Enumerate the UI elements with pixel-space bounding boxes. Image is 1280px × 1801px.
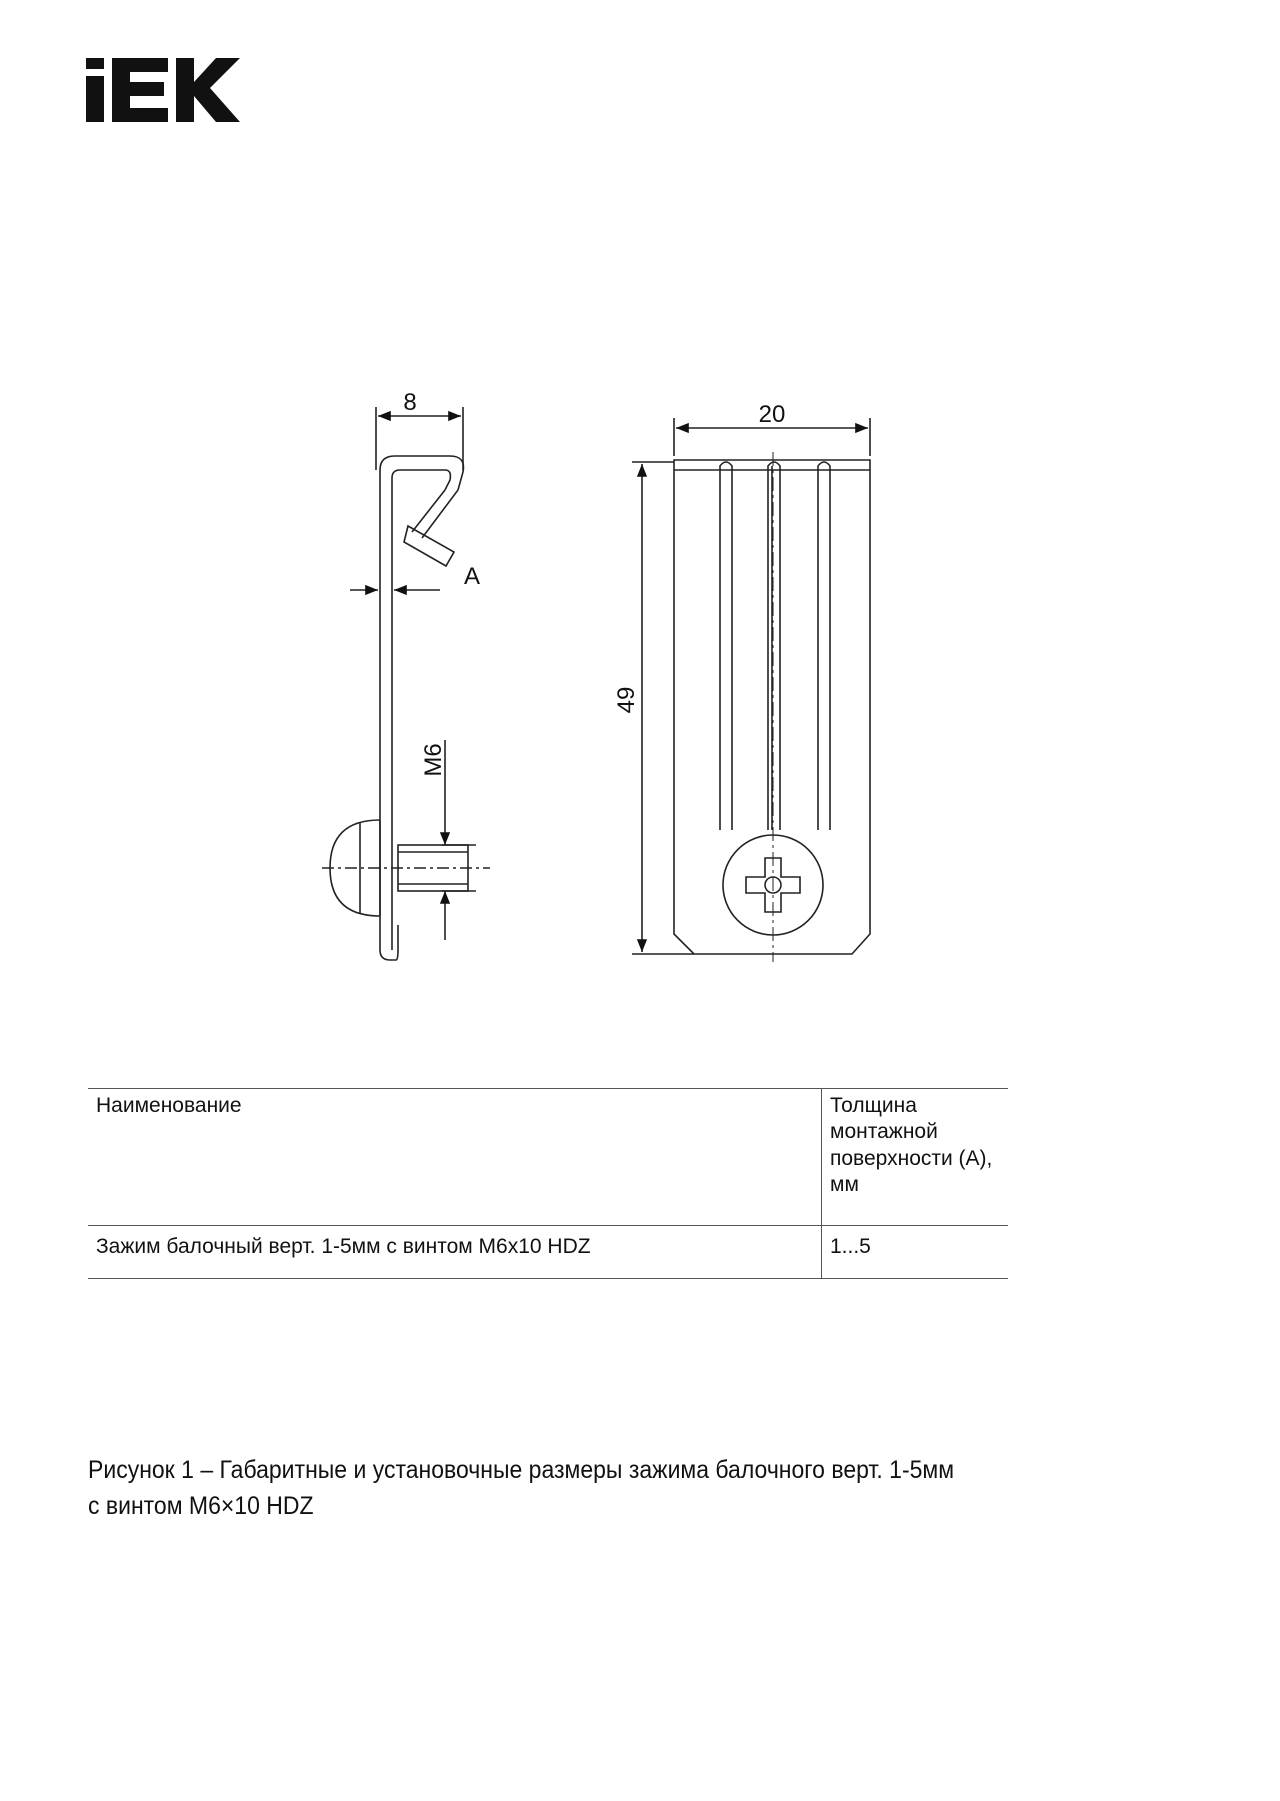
table-header-row: [88, 1089, 1008, 1226]
caption-line-2: с винтом М6×10 HDZ: [88, 1492, 314, 1521]
height-49-label: 49: [613, 686, 640, 714]
front-view: [632, 418, 870, 962]
cell-product-name: Зажим балочный верт. 1-5мм с винтом М6х10 HDZ: [88, 1226, 822, 1279]
table-row: [88, 1226, 1008, 1279]
width-8-label: 8: [403, 389, 417, 416]
width-20-label: 20: [758, 401, 786, 428]
cell-thickness-range: 1...5: [822, 1226, 1009, 1279]
thickness-a-label: A: [464, 563, 481, 590]
thread-m6-label: M6: [420, 743, 447, 777]
header-thickness: Толщина монтажной поверхности (А), мм: [822, 1089, 1009, 1226]
caption-line-1: Рисунок 1 – Габаритные и установочные размеры зажима балочного верт. 1-5мм: [88, 1456, 955, 1484]
spec-table: [88, 1088, 1008, 1279]
figure-caption: [88, 1452, 1100, 1525]
side-view: [322, 407, 490, 960]
header-name: Наименование: [88, 1089, 822, 1226]
